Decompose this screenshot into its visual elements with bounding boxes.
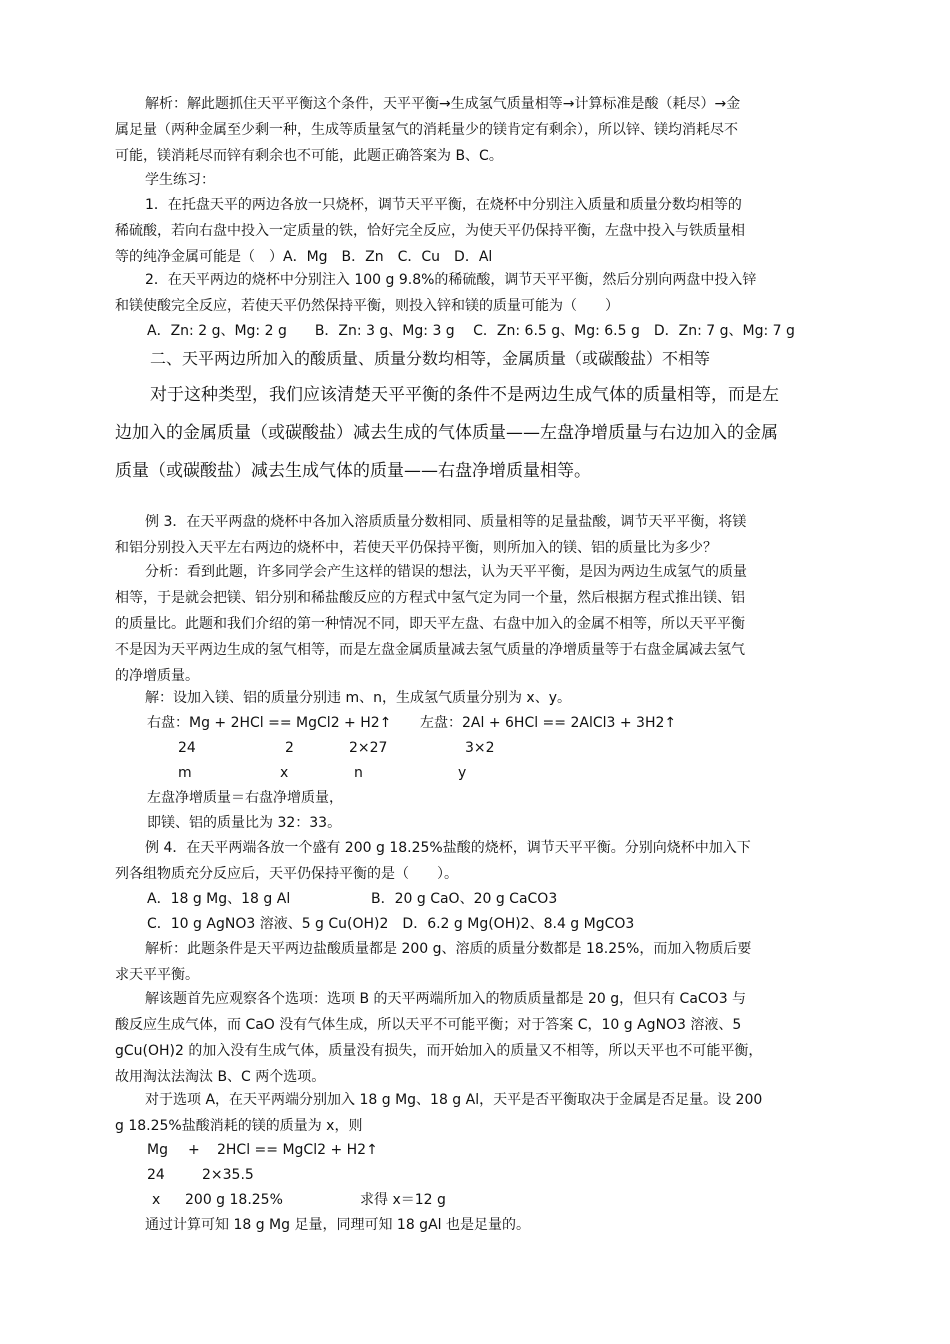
- var-y: y: [458, 765, 467, 781]
- text-line: gCu(OH)2 的加入没有生成气体，质量没有损失，而开始加入的质量又不相等，所以天平也不可能平衡，: [115, 1043, 763, 1059]
- text-line: 解析：解此题抓住天平平衡这个条件，天平平衡→生成氢气质量相等→计算标准是酸（耗尽）→金: [145, 96, 741, 112]
- equation-left-pan: [420, 710, 676, 736]
- section-title: 二、天平两边所加入的酸质量、质量分数均相等，金属质量（或碳酸盐）不相等: [150, 349, 711, 368]
- text-line: 求天平平衡。: [115, 967, 199, 983]
- equation-text: 左盘：2Al + 6HCl == 2AlCl3 + 3H2↑: [420, 715, 677, 731]
- text-line: 和镁使酸完全反应，若使天平仍然保持平衡，则投入锌和镁的质量可能为（ ）: [115, 298, 619, 314]
- text-line: 对于选项 A，在天平两端分别加入 18 g Mg、18 g Al，天平是否平衡取决于金属是否足量。设 200: [145, 1092, 763, 1108]
- example-4-option-b: B．20 g CaO、20 g CaCO3: [371, 891, 558, 907]
- var-x-mg: x: [152, 1192, 161, 1208]
- solution-3: [115, 685, 863, 711]
- mass-ratio: [147, 810, 895, 836]
- analysis-3: [115, 559, 863, 689]
- balance-statement: [147, 785, 895, 811]
- text-line: 等的纯净金属可能是（ ）A．Mg B．Zn C．Cu D．Al: [115, 249, 493, 265]
- section-2-title: [150, 345, 898, 373]
- text-line: 不是因为天平两边生成的氢气相等，而是左盘金属质量减去氢气质量的净增质量等于右盘金属减去氢气: [115, 642, 745, 658]
- equation-plus: +: [188, 1142, 200, 1158]
- analysis-4-elimination: [115, 986, 863, 1090]
- text-line: 的净增质量。: [115, 668, 199, 684]
- practice-title: 学生练习：: [145, 172, 215, 188]
- text-line: 解该题首先应观察各个选项：选项 B 的天平两端所加入的物质质量都是 20 g，但只有 CaCO3 与: [145, 991, 747, 1007]
- equation-rest: 2HCl == MgCl2 + H2↑: [217, 1142, 378, 1158]
- text-line: 稀硫酸，若向右盘中投入一定质量的铁，恰好完全反应，为使天平仍保持平衡，左盘中投入与铁质量相: [115, 223, 745, 239]
- coef-al: 2×27: [349, 740, 388, 756]
- coef-24: 24: [147, 1167, 165, 1183]
- example-4: [115, 835, 863, 887]
- text-line: 的质量比。此题和我们介绍的第一种情况不同，即天平左盘、右盘中加入的金属不相等，所以天平平衡: [115, 616, 745, 632]
- var-x: x: [280, 765, 289, 781]
- text-line: 酸反应生成气体，而 CaO 没有气体生成，所以天平不可能平衡；对于答案 C，10 g AgNO3 溶液、5: [115, 1017, 742, 1033]
- text-line: 1．在托盘天平的两边各放一只烧杯，调节天平平衡，在烧杯中分别注入质量和质量分数均相等的: [145, 197, 742, 213]
- text-line: 属足量（两种金属至少剩一种，生成等质量氢气的消耗量少的镁肯定有剩余），所以锌、镁均消耗尽不: [115, 122, 738, 138]
- var-hcl-mass: 200 g 18.25%: [185, 1192, 283, 1208]
- text-line: 列各组物质充分反应后，天平仍保持平衡的是（ ）。: [115, 866, 458, 882]
- question-2-options: [147, 318, 895, 344]
- text-line: 分析：看到此题，许多同学会产生这样的错误的想法，认为天平平衡，是因为两边生成氢气的质量: [145, 564, 747, 580]
- equation-text: 右盘：Mg + 2HCl == MgCl2 + H2↑: [147, 715, 392, 731]
- section-2-body: [115, 376, 875, 490]
- coef-mg: 24: [178, 740, 196, 756]
- text-line: 对于这种类型，我们应该清楚天平平衡的条件不是两边生成气体的质量相等，而是左: [150, 385, 779, 405]
- analysis-paragraph-1: [115, 91, 863, 169]
- text-line: 质量（或碳酸盐）减去生成气体的质量——右盘净增质量相等。: [115, 461, 591, 481]
- text-line: 即镁、铝的质量比为 32：33。: [147, 815, 342, 831]
- text-line: 可能，镁消耗尽而锌有剩余也不可能，此题正确答案为 B、C。: [115, 148, 503, 164]
- text-line: 边加入的金属质量（或碳酸盐）减去生成的气体质量——左盘净增质量与右边加入的金属: [115, 423, 778, 443]
- text-line: 左盘净增质量＝右盘净增质量，: [147, 790, 343, 806]
- text-line: 相等，于是就会把镁、铝分别和稀盐酸反应的方程式中氢气定为同一个量，然后根据方程式推出镁、铝: [115, 590, 745, 606]
- result-x: 求得 x＝12 g: [360, 1192, 446, 1208]
- example-3: [115, 509, 863, 561]
- var-n: n: [354, 765, 363, 781]
- var-m: m: [178, 765, 192, 781]
- text-line: 解析：此题条件是天平两边盐酸质量都是 200 g、溶质的质量分数都是 18.25%，而加入物质后要: [145, 941, 752, 957]
- question-2: [115, 267, 863, 319]
- equation-right-pan: [147, 710, 391, 736]
- practice-heading: [115, 167, 863, 193]
- coef-hcl: 2×35.5: [202, 1167, 254, 1183]
- analysis-4: [115, 936, 863, 988]
- analysis-4-option-a: [115, 1087, 863, 1139]
- example-4-option-a: A．18 g Mg、18 g Al: [147, 891, 291, 907]
- text-line: 例 3．在天平两盘的烧杯中各加入溶质质量分数相同、质量相等的足量盐酸，调节天平平衡，将镁: [145, 514, 747, 530]
- text-line: 故用淘汰法淘汰 B、C 两个选项。: [115, 1069, 326, 1085]
- text-line: 例 4．在天平两端各放一个盛有 200 g 18.25%盐酸的烧杯，调节天平平衡。分别向烧杯中加入下: [145, 840, 751, 856]
- text-line: 2．在天平两边的烧杯中分别注入 100 g 9.8%的稀硫酸，调节天平平衡，然后分别向两盘中投入锌: [145, 272, 757, 288]
- text-line: 解：设加入镁、铝的质量分别违 m、n，生成氢气质量分别为 x、y。: [145, 690, 571, 706]
- text-line: g 18.25%盐酸消耗的镁的质量为 x，则: [115, 1118, 363, 1134]
- coef-h2-right: 2: [285, 740, 294, 756]
- conclusion: [115, 1212, 863, 1238]
- text-line: 通过计算可知 18 g Mg 足量，同理可知 18 gAl 也是足量的。: [145, 1217, 530, 1233]
- text-line: 和铝分别投入天平左右两边的烧杯中，若使天平仍保持平衡，则所加入的镁、铝的质量比为多少？: [115, 540, 717, 556]
- question-1: [115, 192, 863, 270]
- options-text: A．Zn: 2 g、Mg: 2 g B．Zn: 3 g、Mg: 3 g C．Zn: 6.5 g、Mg: 6.5 g D．Zn: 7 g、Mg: 7 g: [147, 323, 795, 339]
- equation-mg: Mg: [147, 1142, 168, 1158]
- coef-h2-left: 3×2: [465, 740, 495, 756]
- example-4-option-c-d: C．10 g AgNO3 溶液、5 g Cu(OH)2 D．6.2 g Mg(OH)2、8.4 g MgCO3: [147, 916, 635, 932]
